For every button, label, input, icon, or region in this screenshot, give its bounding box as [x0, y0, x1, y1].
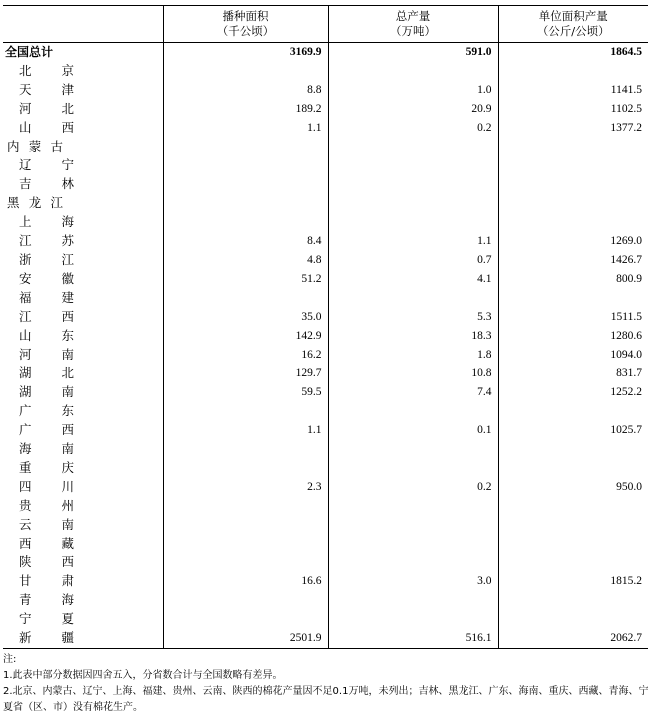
- region-cell: [3, 289, 163, 308]
- area-cell: 35.0: [163, 308, 328, 327]
- output-cell: 4.1: [328, 270, 498, 289]
- notes: [3, 652, 650, 716]
- yield-cell: [498, 194, 648, 213]
- table-row: [3, 346, 648, 365]
- region-cell: [3, 62, 163, 81]
- region-cell: [3, 100, 163, 119]
- area-cell: 51.2: [163, 270, 328, 289]
- header-yield-unit: （公斤/公顷）: [536, 24, 610, 38]
- header-output-name: 总产量: [395, 9, 431, 23]
- region-cell: [3, 194, 163, 213]
- region-name: 安徽: [19, 270, 74, 286]
- output-cell: [328, 553, 498, 572]
- region-cell: [3, 81, 163, 100]
- cotton-statistics-table: [3, 5, 648, 649]
- yield-cell: 1141.5: [498, 81, 648, 100]
- area-cell: 129.7: [163, 364, 328, 383]
- area-cell: [163, 213, 328, 232]
- output-cell: 0.7: [328, 251, 498, 270]
- yield-cell: 800.9: [498, 270, 648, 289]
- yield-cell: 1511.5: [498, 308, 648, 327]
- region-name: 山东: [19, 327, 74, 343]
- table-row: [3, 402, 648, 421]
- region-name: 天津: [19, 81, 74, 97]
- output-cell: [328, 497, 498, 516]
- table-body: [3, 43, 648, 649]
- yield-cell: 1280.6: [498, 327, 648, 346]
- yield-cell: [498, 516, 648, 535]
- region-name: 西藏: [19, 535, 74, 551]
- table-row: [3, 421, 648, 440]
- table-row: [3, 232, 648, 251]
- output-cell: [328, 591, 498, 610]
- region-name: 上海: [19, 214, 74, 230]
- region-name: 广东: [19, 403, 74, 419]
- table-row: [3, 213, 648, 232]
- area-cell: 1.1: [163, 119, 328, 138]
- region-cell: [3, 516, 163, 535]
- yield-cell: [498, 497, 648, 516]
- yield-cell: 1426.7: [498, 251, 648, 270]
- yield-cell: 1025.7: [498, 421, 648, 440]
- output-cell: 1.8: [328, 346, 498, 365]
- table-row: [3, 572, 648, 591]
- yield-cell: 1269.0: [498, 232, 648, 251]
- region-name: 青海: [19, 592, 74, 608]
- yield-cell: [498, 553, 648, 572]
- table-row: [3, 610, 648, 629]
- yield-cell: [498, 138, 648, 157]
- area-cell: 16.2: [163, 346, 328, 365]
- table-row: [3, 591, 648, 610]
- output-cell: [328, 194, 498, 213]
- table-row: [3, 364, 648, 383]
- region-name: 贵州: [19, 497, 74, 513]
- region-cell: [3, 364, 163, 383]
- table-row: [3, 459, 648, 478]
- notes-heading: 注:: [3, 654, 17, 665]
- output-cell: [328, 402, 498, 421]
- table-row: [3, 383, 648, 402]
- region-name: 内蒙古: [7, 138, 63, 154]
- table-row: [3, 100, 648, 119]
- area-cell: [163, 610, 328, 629]
- yield-cell: 1102.5: [498, 100, 648, 119]
- statistics-page: [3, 5, 650, 716]
- output-cell: [328, 138, 498, 157]
- table-row: [3, 194, 648, 213]
- area-cell: 2501.9: [163, 629, 328, 648]
- region-name: 浙江: [19, 251, 74, 267]
- area-cell: [163, 175, 328, 194]
- output-cell: [328, 213, 498, 232]
- region-cell: [3, 553, 163, 572]
- area-cell: [163, 535, 328, 554]
- table-header: [3, 6, 648, 43]
- output-cell: 1.0: [328, 81, 498, 100]
- area-cell: [163, 591, 328, 610]
- region-cell: [3, 535, 163, 554]
- region-cell: [3, 591, 163, 610]
- area-cell: 1.1: [163, 421, 328, 440]
- table-row: [3, 478, 648, 497]
- header-area-name: 播种面积: [222, 9, 269, 23]
- yield-cell: 1252.2: [498, 383, 648, 402]
- region-cell: [3, 156, 163, 175]
- region-name: 黑龙江: [7, 195, 63, 211]
- yield-cell: 950.0: [498, 478, 648, 497]
- region-cell: [3, 346, 163, 365]
- yield-cell: 1864.5: [498, 43, 648, 62]
- region-name: 甘肃: [19, 573, 74, 589]
- area-cell: [163, 194, 328, 213]
- output-cell: [328, 535, 498, 554]
- output-cell: 3.0: [328, 572, 498, 591]
- region-cell: [3, 610, 163, 629]
- area-cell: [163, 459, 328, 478]
- output-cell: 516.1: [328, 629, 498, 648]
- area-cell: 8.4: [163, 232, 328, 251]
- yield-cell: [498, 289, 648, 308]
- area-cell: 4.8: [163, 251, 328, 270]
- yield-cell: [498, 440, 648, 459]
- area-cell: 59.5: [163, 383, 328, 402]
- table-row: [3, 629, 648, 648]
- region-cell: [3, 308, 163, 327]
- region-cell: [3, 440, 163, 459]
- region-cell: [3, 138, 163, 157]
- region-name: 吉林: [19, 176, 74, 192]
- area-cell: [163, 289, 328, 308]
- region-cell: [3, 327, 163, 346]
- region-name: 北京: [19, 62, 74, 78]
- yield-cell: [498, 175, 648, 194]
- area-cell: [163, 516, 328, 535]
- yield-cell: 831.7: [498, 364, 648, 383]
- area-cell: [163, 138, 328, 157]
- region-name: 四川: [19, 478, 74, 494]
- region-cell: [3, 421, 163, 440]
- region-name: 湖北: [19, 365, 74, 381]
- table-row: [3, 289, 648, 308]
- table-row: [3, 175, 648, 194]
- table-row: [3, 119, 648, 138]
- total-row: [3, 43, 648, 62]
- region-name: 福建: [19, 289, 74, 305]
- region-name: 新疆: [19, 630, 74, 646]
- header-row: [3, 6, 648, 43]
- yield-cell: [498, 535, 648, 554]
- output-cell: 5.3: [328, 308, 498, 327]
- region-cell: [3, 119, 163, 138]
- header-area: [163, 6, 328, 43]
- output-cell: [328, 175, 498, 194]
- table-row: [3, 62, 648, 81]
- output-cell: [328, 440, 498, 459]
- region-name: 广西: [19, 422, 74, 438]
- region-cell: [3, 270, 163, 289]
- yield-cell: 1815.2: [498, 572, 648, 591]
- output-cell: [328, 62, 498, 81]
- region-cell: [3, 251, 163, 270]
- output-cell: 0.1: [328, 421, 498, 440]
- header-area-unit: （千公顷）: [216, 24, 275, 38]
- header-output-unit: （万吨）: [390, 24, 436, 38]
- yield-cell: [498, 62, 648, 81]
- region-name: 陕西: [19, 554, 74, 570]
- header-yield: [498, 6, 648, 43]
- table-row: [3, 535, 648, 554]
- region-name: 重庆: [19, 459, 74, 475]
- table-row: [3, 516, 648, 535]
- area-cell: 142.9: [163, 327, 328, 346]
- table-row: [3, 308, 648, 327]
- table-row: [3, 327, 648, 346]
- region-name: 河北: [19, 100, 74, 116]
- area-cell: 3169.9: [163, 43, 328, 62]
- area-cell: 189.2: [163, 100, 328, 119]
- yield-cell: [498, 591, 648, 610]
- region-name: 宁夏: [19, 611, 74, 627]
- region-cell: [3, 43, 163, 62]
- output-cell: [328, 459, 498, 478]
- region-cell: [3, 497, 163, 516]
- yield-cell: [498, 610, 648, 629]
- area-cell: [163, 402, 328, 421]
- table-row: [3, 270, 648, 289]
- region-cell: [3, 175, 163, 194]
- output-cell: [328, 610, 498, 629]
- table-row: [3, 440, 648, 459]
- area-cell: 16.6: [163, 572, 328, 591]
- output-cell: [328, 156, 498, 175]
- area-cell: [163, 440, 328, 459]
- yield-cell: 2062.7: [498, 629, 648, 648]
- table-row: [3, 81, 648, 100]
- region-name: 海南: [19, 441, 74, 457]
- region-cell: [3, 478, 163, 497]
- region-name: 全国总计: [5, 45, 54, 59]
- region-cell: [3, 383, 163, 402]
- region-name: 山西: [19, 119, 74, 135]
- region-cell: [3, 402, 163, 421]
- region-name: 湖南: [19, 384, 74, 400]
- header-output: [328, 6, 498, 43]
- area-cell: [163, 156, 328, 175]
- output-cell: 20.9: [328, 100, 498, 119]
- yield-cell: 1094.0: [498, 346, 648, 365]
- output-cell: 0.2: [328, 119, 498, 138]
- table-row: [3, 138, 648, 157]
- yield-cell: 1377.2: [498, 119, 648, 138]
- area-cell: [163, 62, 328, 81]
- output-cell: 591.0: [328, 43, 498, 62]
- area-cell: [163, 497, 328, 516]
- region-cell: [3, 629, 163, 648]
- area-cell: [163, 553, 328, 572]
- output-cell: [328, 289, 498, 308]
- note-item-2: 2.北京、内蒙古、辽宁、上海、福建、贵州、云南、陕西的棉花产量因不足0.1万吨，未列出；吉林、黑龙江、广东、海南、重庆、西藏、青海、宁夏省（区、市）没有棉花生产。: [3, 686, 649, 713]
- output-cell: 7.4: [328, 383, 498, 402]
- yield-cell: [498, 459, 648, 478]
- region-name: 云南: [19, 516, 74, 532]
- header-region-cell: [3, 6, 163, 43]
- region-cell: [3, 232, 163, 251]
- table-row: [3, 497, 648, 516]
- region-name: 河南: [19, 346, 74, 362]
- area-cell: 8.8: [163, 81, 328, 100]
- output-cell: 18.3: [328, 327, 498, 346]
- note-item-1: 1.此表中部分数据因四舍五入，分省数合计与全国数略有差异。: [3, 670, 283, 681]
- region-name: 辽宁: [19, 157, 74, 173]
- region-cell: [3, 459, 163, 478]
- yield-cell: [498, 156, 648, 175]
- table-row: [3, 156, 648, 175]
- yield-cell: [498, 213, 648, 232]
- region-cell: [3, 572, 163, 591]
- area-cell: 2.3: [163, 478, 328, 497]
- table-row: [3, 553, 648, 572]
- output-cell: [328, 516, 498, 535]
- header-yield-name: 单位面积产量: [538, 9, 608, 23]
- region-name: 江西: [19, 308, 74, 324]
- region-name: 江苏: [19, 233, 74, 249]
- table-row: [3, 251, 648, 270]
- output-cell: 0.2: [328, 478, 498, 497]
- output-cell: 10.8: [328, 364, 498, 383]
- output-cell: 1.1: [328, 232, 498, 251]
- region-cell: [3, 213, 163, 232]
- yield-cell: [498, 402, 648, 421]
